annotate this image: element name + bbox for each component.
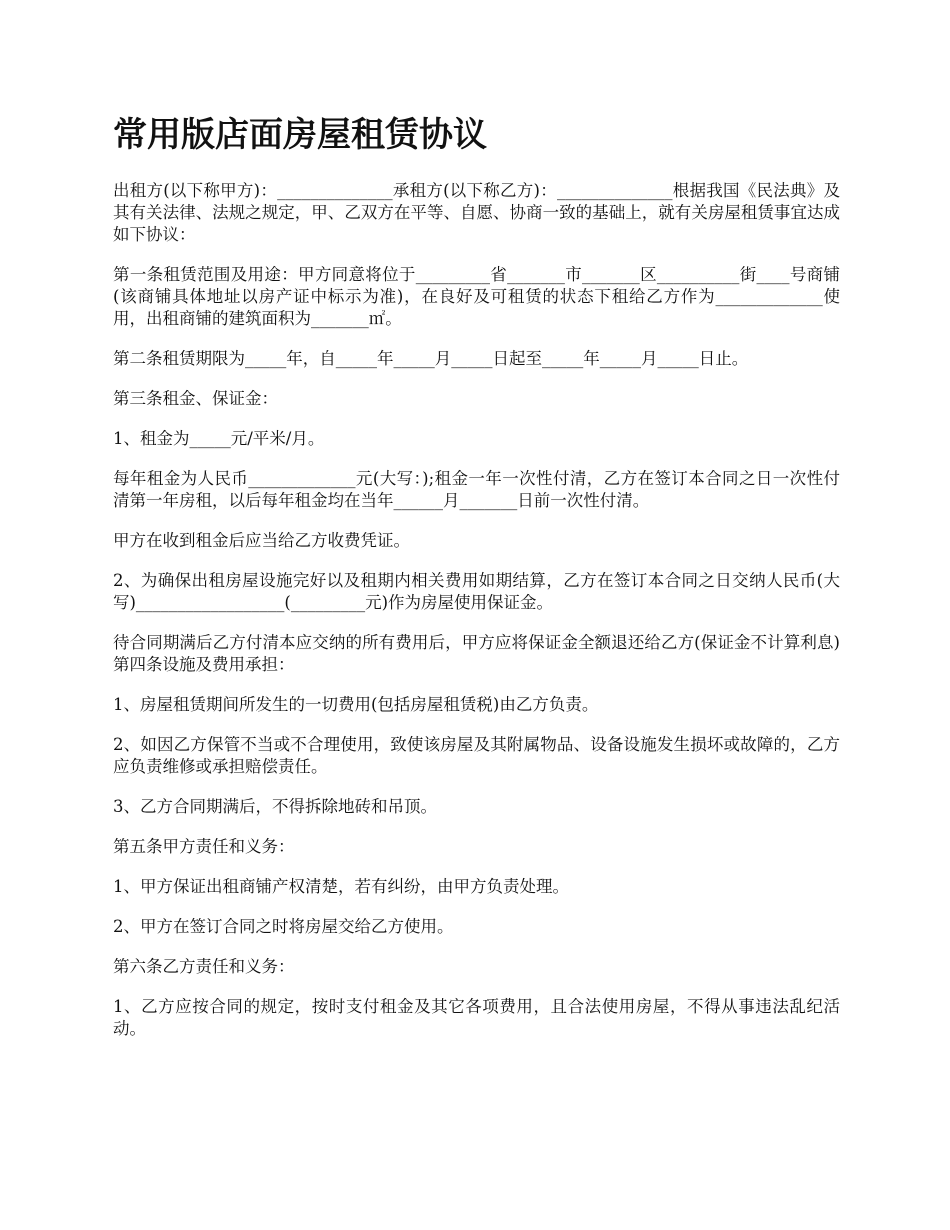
paragraph-expenses: 1、房屋租赁期间所发生的一切费用(包括房屋租赁税)由乙方负责。 xyxy=(113,695,599,714)
document-page xyxy=(113,112,840,1058)
paragraph-handover: 2、甲方在签订合同之时将房屋交给乙方使用。 xyxy=(113,917,454,936)
paragraph-parties: 出租方(以下称甲方)：______________承租方(以下称乙方)：______________根据我国《民法典》及其有关法律、法规之规定，甲、乙双方在平等、自愿、协商一致的基础上，就有关房屋租赁事宜达成如下协议： xyxy=(113,181,840,244)
paragraph-receipt: 甲方在收到租金后应当给乙方收费凭证。 xyxy=(113,531,410,550)
paragraph-article-6-heading: 第六条乙方责任和义务： xyxy=(113,957,295,976)
paragraph-rent-rate: 1、租金为_____元/平米/月。 xyxy=(113,429,325,448)
paragraph-deposit-refund: 待合同期满后乙方付清本应交纳的所有费用后，甲方应将保证金全额退还给乙方(保证金不计算利息)第四条设施及费用承担： xyxy=(113,633,840,674)
paragraph-no-removal: 3、乙方合同期满后，不得拆除地砖和吊顶。 xyxy=(113,797,437,816)
paragraph-article-1: 第一条租赁范围及用途：甲方同意将位于_________省_______市_______区__________街____号商铺(该商铺具体地址以房产证中标示为准)，在良好及可租赁的状态下租给乙方作为_____________使用，出租商铺的建筑面积为_______㎡。 xyxy=(113,265,840,328)
paragraph-lessee-duty: 1、乙方应按合同的规定，按时支付租金及其它各项费用，且合法使用房屋，不得从事违法乱纪活动。 xyxy=(113,997,840,1038)
paragraph-annual-rent: 每年租金为人民币_____________元(大写：);租金一年一次性付清，乙方在签订本合同之日一次性付清第一年房租，以后每年租金均在当年______月_______日前一次性付清。 xyxy=(113,469,840,510)
document-title: 常用版店面房屋租赁协议 xyxy=(113,115,487,155)
paragraph-title-guarantee: 1、甲方保证出租商铺产权清楚，若有纠纷，由甲方负责处理。 xyxy=(113,877,569,896)
paragraph-article-2: 第二条租赁期限为_____年，自_____年_____月_____日起至_____年_____月_____日止。 xyxy=(113,349,749,368)
paragraph-article-5-heading: 第五条甲方责任和义务： xyxy=(113,837,295,856)
paragraph-article-3-heading: 第三条租金、保证金： xyxy=(113,389,278,408)
paragraph-deposit: 2、为确保出租房屋设施完好以及租期内相关费用如期结算，乙方在签订本合同之日交纳人民币(大写)__________________(_________元)作为房屋使用保证金。 xyxy=(113,571,840,612)
paragraph-damage: 2、如因乙方保管不当或不合理使用，致使该房屋及其附属物品、设备设施发生损坏或故障的，乙方应负责维修或承担赔偿责任。 xyxy=(113,735,840,776)
